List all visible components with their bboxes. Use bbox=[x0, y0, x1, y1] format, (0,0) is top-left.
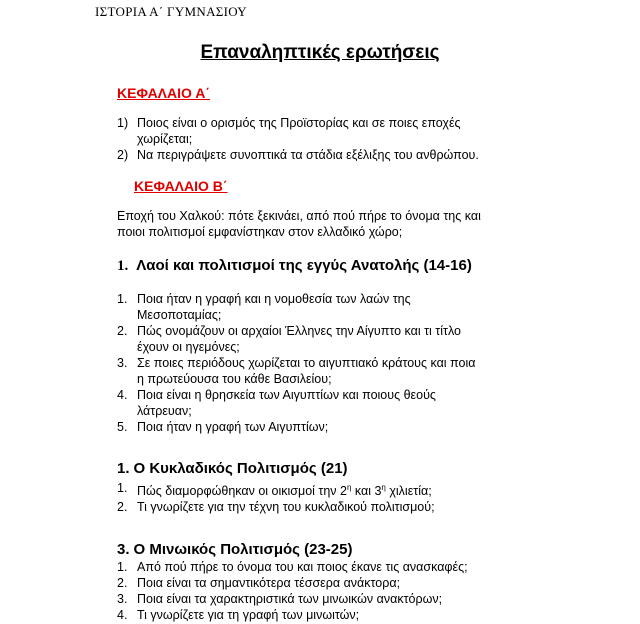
section-title: Λαοί και πολιτισμοί της εγγύς Ανατολής (14-16) bbox=[136, 257, 472, 274]
page-title: Επαναληπτικές ερωτήσεις bbox=[200, 42, 440, 63]
list-item bbox=[117, 607, 577, 623]
item-text-continued: λάτρευαν; bbox=[137, 404, 192, 418]
page-header: ΙΣΤΟΡΙΑ Α΄ ΓΥΜΝΑΣΙΟΥ bbox=[95, 4, 247, 19]
item-number: 1. bbox=[117, 292, 128, 306]
list-item bbox=[117, 115, 567, 147]
list-item bbox=[117, 323, 577, 355]
item-number: 1. bbox=[117, 560, 128, 574]
list-item bbox=[117, 355, 577, 387]
item-number: 5. bbox=[117, 420, 128, 434]
item-number: 2) bbox=[117, 148, 129, 162]
list-item bbox=[117, 147, 567, 163]
list-item bbox=[117, 291, 577, 323]
section-heading bbox=[117, 541, 352, 558]
item-text: Ποια είναι τα σημαντικότερα τέσσερα ανάκτορα; bbox=[137, 576, 401, 590]
item-text: Ποιος είναι ο ορισμός της Προϊστορίας και σε ποιες εποχές bbox=[137, 116, 461, 130]
item-number: 2. bbox=[117, 324, 128, 338]
chapter-b-heading: ΚΕΦΑΛΑΙΟ Β΄ bbox=[134, 178, 228, 194]
item-text: Ποια είναι τα χαρακτηριστικά των μινωικών ανακτόρων; bbox=[137, 592, 443, 606]
item-text: Ποια ήταν η γραφή και η νομοθεσία των λαών της bbox=[137, 292, 411, 306]
list-item bbox=[117, 499, 577, 515]
chapter-a-heading: ΚΕΦΑΛΑΙΟ Α΄ bbox=[117, 85, 211, 101]
item-number: 3. bbox=[117, 356, 128, 370]
list-item bbox=[117, 419, 577, 435]
item-number: 3. bbox=[117, 592, 128, 606]
section-number: 1. bbox=[117, 460, 130, 477]
item-text-continued: έχουν οι ηγεμόνες; bbox=[137, 340, 240, 354]
list-item bbox=[117, 387, 577, 419]
item-text-continued: η πρωτεύουσα του κάθε Βασιλείου; bbox=[137, 372, 332, 386]
item-text: Από πού πήρε το όνομα του και ποιος έκανε τις ανασκαφές; bbox=[137, 560, 468, 574]
item-text-continued: χωρίζεται; bbox=[137, 132, 193, 146]
item-number: 2. bbox=[117, 500, 128, 515]
item-text-continued: Μεσοποταμίας; bbox=[137, 308, 222, 322]
item-text: Σε ποιες περιόδους χωρίζεται το αιγυπτιακό κράτους και ποια bbox=[137, 356, 476, 370]
item-number: 2. bbox=[117, 576, 128, 590]
section-heading bbox=[117, 460, 348, 477]
section-number: 1. bbox=[117, 258, 129, 274]
section-title: Ο Μινωικός Πολιτισμός (23-25) bbox=[133, 541, 353, 558]
item-text: Να περιγράψετε συνοπτικά τα στάδια εξέλιξης του ανθρώπου. bbox=[137, 148, 479, 162]
section-heading bbox=[117, 257, 472, 275]
list-item bbox=[117, 559, 577, 575]
intro-text-continued: ποιοι πολιτισμοί εμφανίστηκαν στον ελλαδικό χώρο; bbox=[117, 225, 403, 239]
item-text: Πώς διαμορφώθηκαν οι οικισμοί την $2^\eta$ και $3^\eta$ χιλιετία; bbox=[137, 483, 432, 499]
item-number: 1. bbox=[117, 481, 128, 495]
chapter-b-intro bbox=[117, 208, 557, 240]
section-number: 3. bbox=[117, 541, 130, 558]
list-item bbox=[117, 480, 577, 499]
section-1-list bbox=[117, 291, 577, 435]
list-item bbox=[117, 575, 577, 591]
item-number: 4. bbox=[117, 388, 128, 402]
item-text: Τι γνωρίζετε για τη γραφή των μινωιτών; bbox=[137, 608, 360, 622]
intro-text: Εποχή του Χαλκού: πότε ξεκινάει, από πού πήρε το όνομα της και bbox=[117, 209, 481, 223]
item-text: Ποια ήταν η γραφή των Αιγυπτίων; bbox=[137, 420, 329, 434]
item-text: Τι γνωρίζετε για την τέχνη του κυκλαδικού πολιτισμού; bbox=[137, 500, 435, 515]
chapter-a-list bbox=[117, 115, 567, 163]
item-text: Πώς ονομάζουν οι αρχαίοι Έλληνες την Αίγυπτο και τι τίτλο bbox=[137, 324, 461, 338]
item-text: Ποια είναι η θρησκεία των Αιγυπτίων και ποιους θεούς bbox=[137, 388, 436, 402]
item-number: 4. bbox=[117, 608, 128, 622]
list-item bbox=[117, 591, 577, 607]
item-number: 1) bbox=[117, 116, 129, 130]
section-3-list bbox=[117, 559, 577, 623]
section-2-list bbox=[117, 480, 577, 515]
section-title: Ο Κυκλαδικός Πολιτισμός (21) bbox=[133, 460, 348, 477]
